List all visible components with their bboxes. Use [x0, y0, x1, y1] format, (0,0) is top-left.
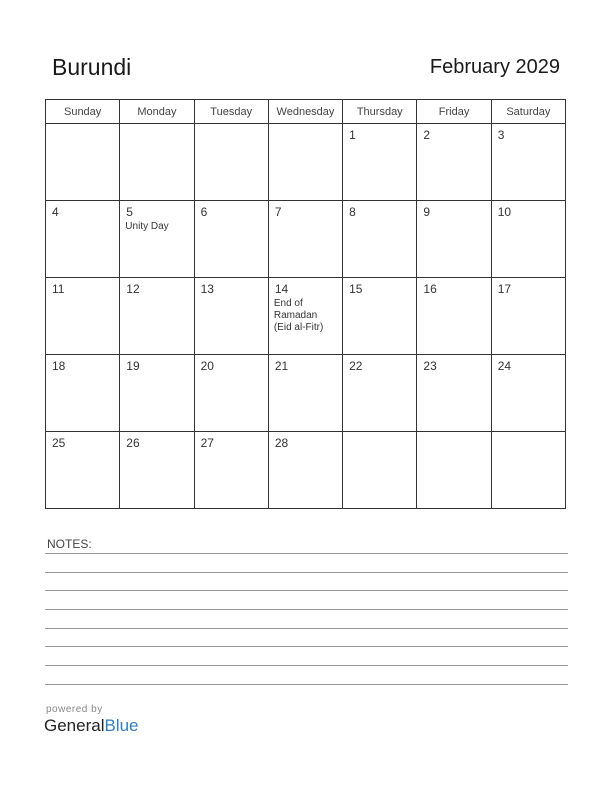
day-cell	[46, 124, 120, 201]
day-number: 3	[497, 128, 505, 142]
day-number: 17	[497, 282, 512, 296]
day-cell	[194, 124, 268, 201]
day-cell	[268, 124, 342, 201]
day-number: 12	[126, 282, 140, 296]
day-cell	[491, 432, 565, 509]
day-cell	[417, 355, 491, 432]
day-number: 6	[200, 205, 208, 219]
powered-by-text: powered by	[46, 704, 103, 715]
day-number: 18	[52, 359, 66, 373]
calendar-week-row	[46, 432, 566, 509]
day-number: 27	[200, 436, 214, 450]
month-title: February 2029	[429, 56, 560, 78]
day-number: 19	[126, 359, 140, 373]
calendar-week-row	[46, 355, 566, 432]
weekday-header: Friday	[417, 100, 491, 124]
day-number: 4	[52, 205, 59, 219]
weekday-header: Monday	[120, 100, 194, 124]
day-number: 25	[52, 436, 66, 450]
calendar-week-row	[46, 278, 566, 355]
day-cell	[120, 124, 194, 201]
day-number: 11	[52, 282, 65, 296]
day-number: 8	[349, 205, 356, 219]
day-number: 14	[274, 282, 289, 296]
day-cell	[268, 355, 342, 432]
day-cell	[46, 355, 120, 432]
day-cell	[268, 278, 342, 355]
day-cell	[120, 355, 194, 432]
day-cell	[120, 201, 194, 278]
note-line	[45, 665, 568, 666]
day-cell	[343, 432, 417, 509]
day-cell	[343, 278, 417, 355]
weekday-header-row	[46, 100, 566, 124]
day-number: 23	[423, 359, 437, 373]
day-cell	[194, 432, 268, 509]
day-number: 9	[423, 205, 431, 219]
day-cell	[194, 201, 268, 278]
note-line	[45, 553, 568, 554]
note-line	[45, 684, 568, 685]
calendar-week-row	[46, 124, 566, 201]
weekday-header: Saturday	[491, 100, 565, 124]
weekday-header: Tuesday	[194, 100, 268, 124]
brand-blue: Blue	[104, 716, 139, 735]
country-title: Burundi	[52, 54, 132, 80]
note-line	[45, 590, 568, 591]
day-cell	[343, 201, 417, 278]
day-cell	[417, 278, 491, 355]
calendar-grid	[45, 99, 566, 509]
day-cell	[120, 432, 194, 509]
note-line	[45, 572, 568, 573]
day-cell	[46, 201, 120, 278]
day-number: 21	[274, 359, 289, 373]
day-cell	[268, 201, 342, 278]
day-number: 22	[349, 359, 363, 373]
day-number: 28	[274, 436, 289, 450]
notes-label: NOTES:	[47, 537, 92, 551]
day-cell	[491, 355, 565, 432]
day-cell	[491, 201, 565, 278]
note-line	[45, 646, 568, 647]
day-number: 1	[349, 128, 356, 142]
day-cell	[343, 355, 417, 432]
note-line	[45, 609, 568, 610]
day-number: 20	[200, 359, 214, 373]
day-cell	[417, 201, 491, 278]
day-number: 10	[497, 205, 512, 219]
note-line	[45, 628, 568, 629]
weekday-header: Wednesday	[268, 100, 342, 124]
day-cell	[417, 124, 491, 201]
day-number: 5	[126, 205, 133, 219]
day-cell	[491, 278, 565, 355]
holiday-label: Unity Day	[125, 221, 169, 232]
day-cell	[194, 355, 268, 432]
day-number: 26	[126, 436, 140, 450]
day-number: 16	[423, 282, 437, 296]
weekday-header: Thursday	[343, 100, 417, 124]
weekday-header: Sunday	[46, 100, 120, 124]
day-cell	[343, 124, 417, 201]
day-cell	[120, 278, 194, 355]
day-number: 15	[349, 282, 363, 296]
day-number: 13	[200, 282, 214, 296]
day-cell	[491, 124, 565, 201]
brand-general: General	[44, 716, 105, 735]
holiday-label: End of Ramadan (Eid al-Fitr)	[273, 298, 324, 333]
day-cell	[268, 432, 342, 509]
day-number: 24	[497, 359, 512, 373]
day-number: 2	[423, 128, 431, 142]
calendar-week-row	[46, 201, 566, 278]
day-cell	[46, 278, 120, 355]
brand-logo[interactable]	[44, 716, 139, 736]
day-cell	[417, 432, 491, 509]
calendar-body	[46, 124, 566, 509]
day-number: 7	[274, 205, 282, 219]
day-cell	[194, 278, 268, 355]
day-cell	[46, 432, 120, 509]
